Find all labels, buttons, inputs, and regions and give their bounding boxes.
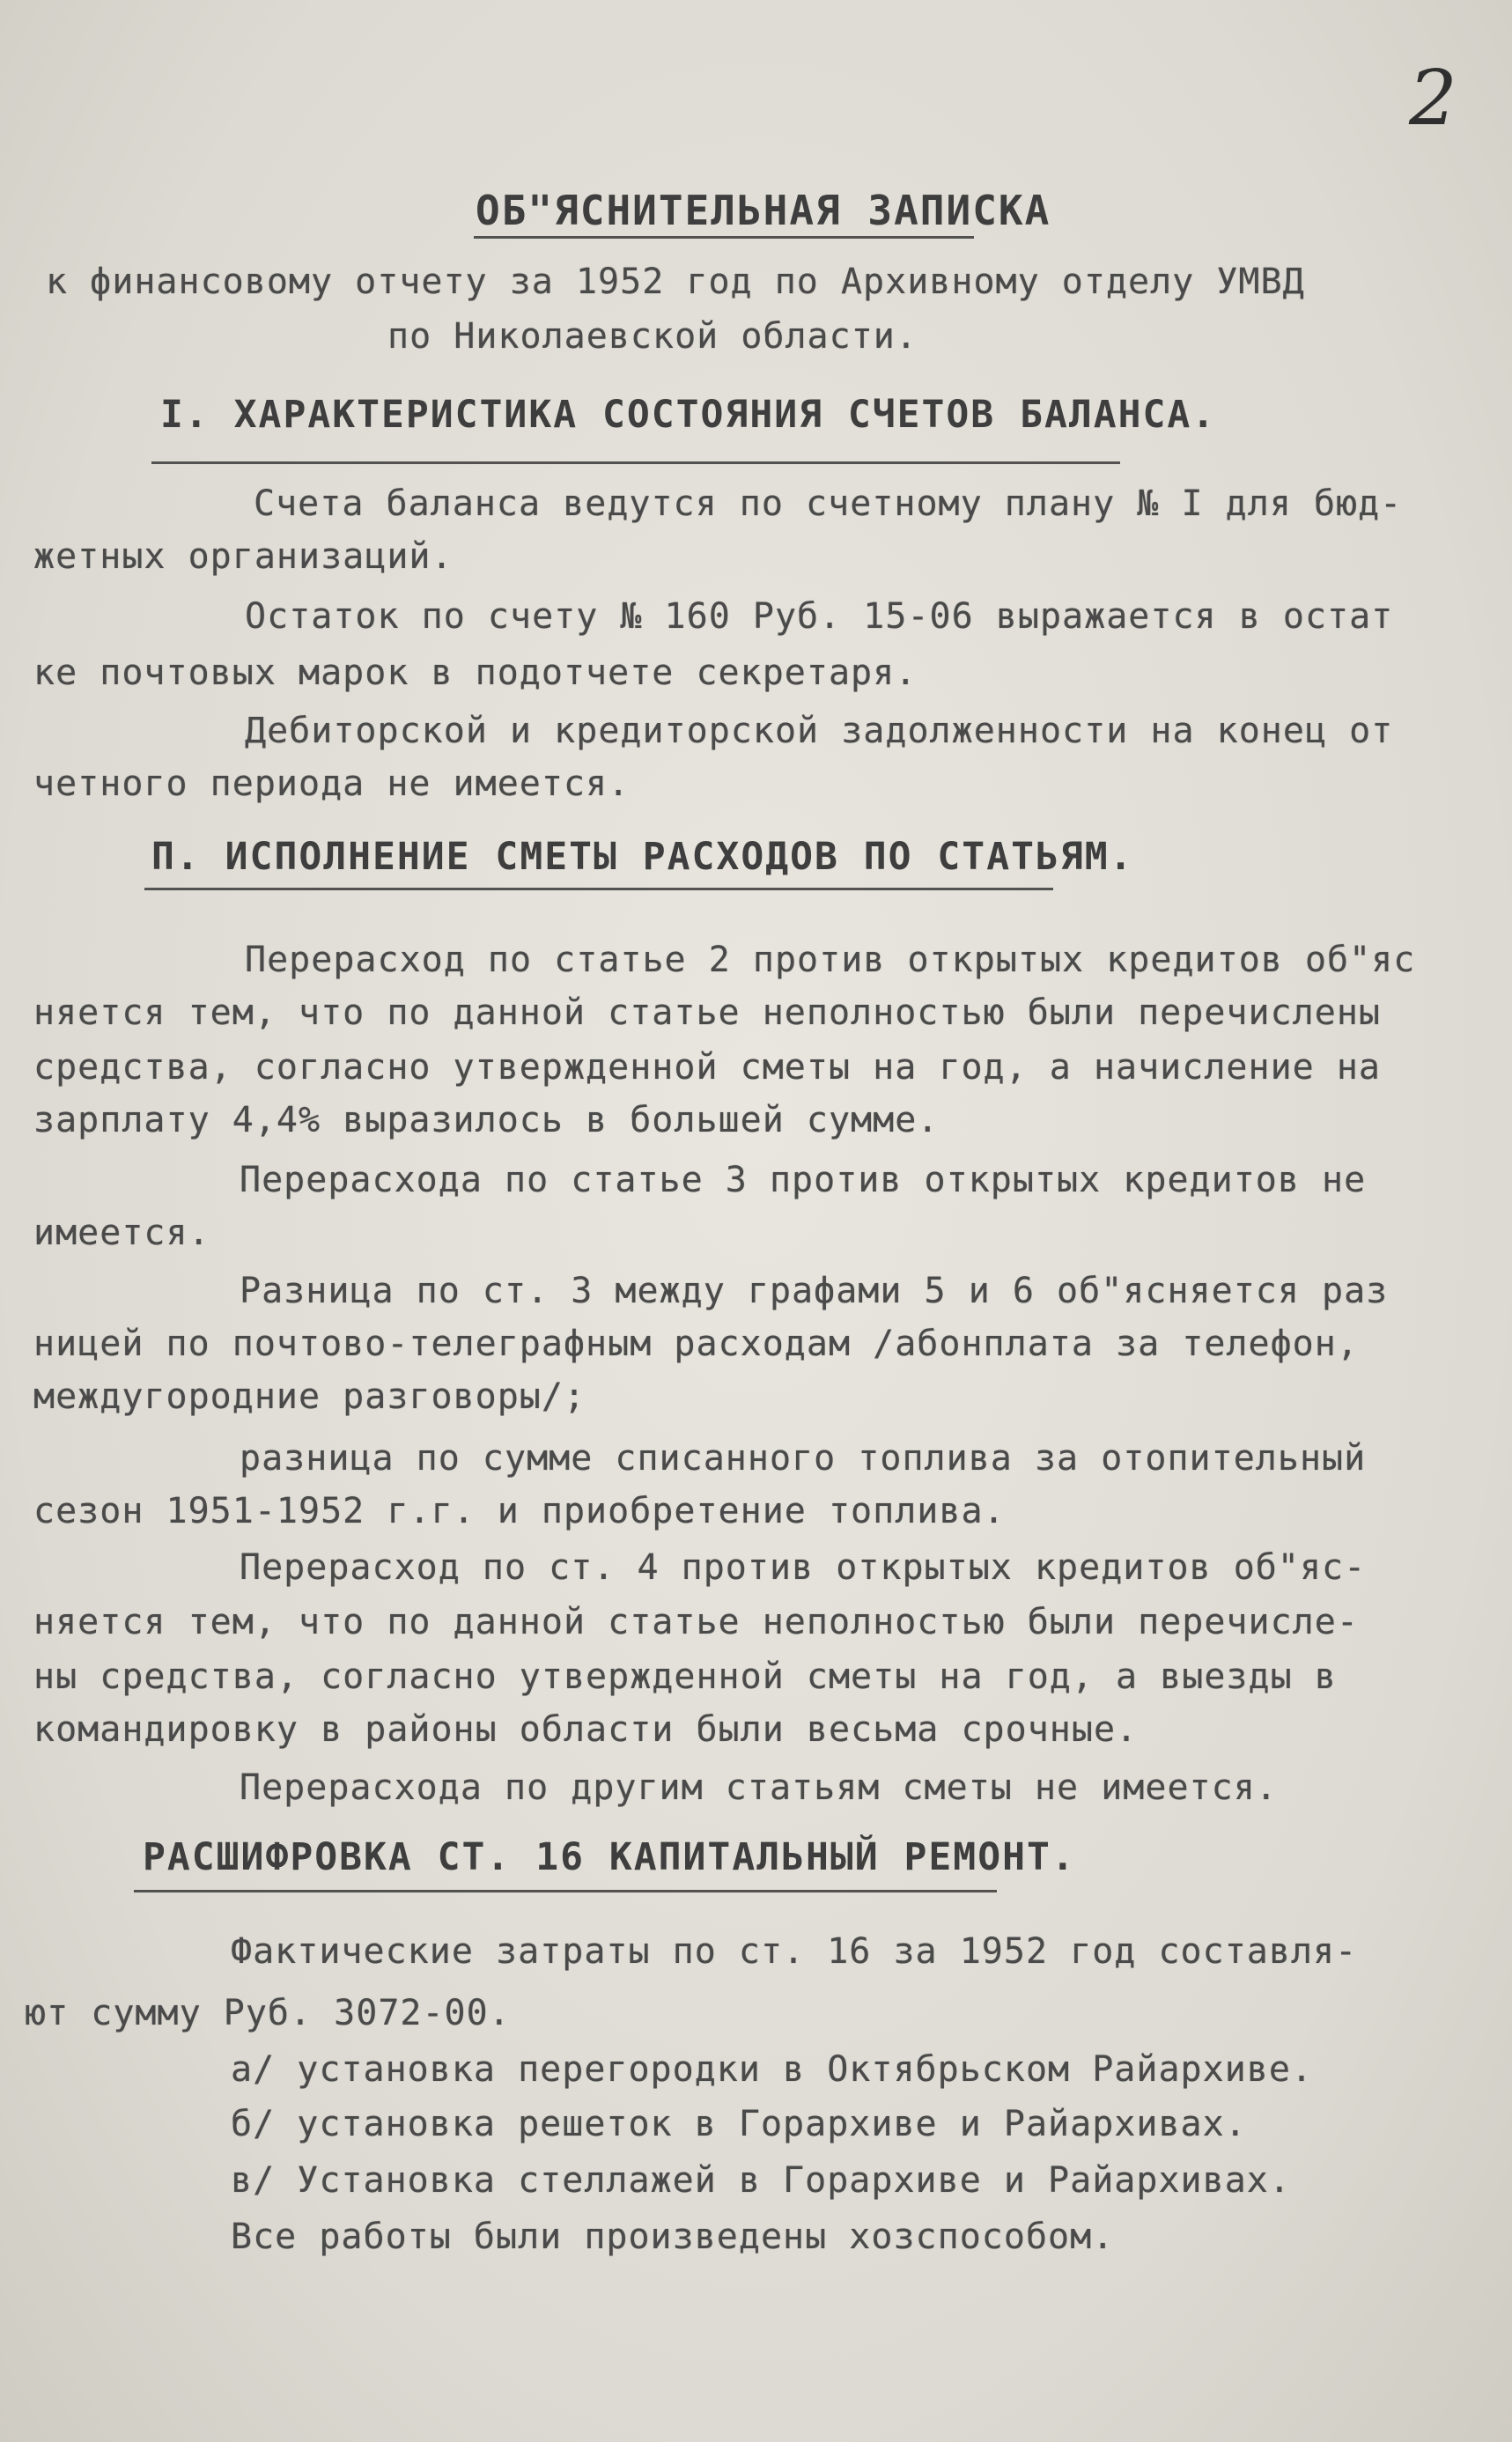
section-1-line-4: ке почтовых марок в подотчете секретаря.	[33, 653, 918, 693]
section-2-line-16: Перерасхода по другим статьям сметы не имеется.	[240, 1767, 1278, 1808]
section-3-line-2: ют сумму Руб. 3072-00.	[25, 1993, 511, 2033]
title-underline	[474, 236, 974, 239]
subtitle-line-1: к финансовому отчету за 1952 год по Архивному отделу УМВД	[46, 262, 1305, 302]
section-2-line-7: Разница по ст. 3 между графами 5 и 6 об"ясняется раз	[240, 1271, 1389, 1311]
section-2-line-3: средства, согласно утвержденной сметы на год, а начисление на	[33, 1047, 1382, 1088]
section-2-line-14: ны средства, согласно утвержденной сметы на год, а выезды в	[33, 1656, 1337, 1697]
section-2-line-4: зарплату 4,4% выразилось в большей сумме.	[33, 1100, 940, 1140]
section-2-line-9: междугородние разговоры/;	[33, 1376, 586, 1417]
section-2-heading: П. ИСПОЛНЕНИЕ СМЕТЫ РАСХОДОВ ПО СТАТЬЯМ.	[151, 835, 1134, 879]
section-2-line-8: ницей по почтово-телеграфным расходам /абонплата за телефон,	[33, 1324, 1359, 1364]
section-3-underline	[134, 1890, 997, 1892]
section-1-line-5: Дебиторской и кредиторской задолженности на конец от	[245, 711, 1394, 751]
section-1-line-6: четного периода не имеется.	[33, 764, 631, 804]
section-2-line-11: сезон 1951-1952 г.г. и приобретение топлива.	[33, 1491, 1006, 1531]
section-2-underline	[144, 888, 1053, 890]
section-2-line-5: Перерасхода по статье 3 против открытых кредитов не	[240, 1160, 1367, 1200]
section-1-line-2: жетных организаций.	[33, 536, 454, 577]
page-number: 2	[1409, 55, 1457, 143]
section-3-line-1: Фактические затраты по ст. 16 за 1952 год составля-	[231, 1931, 1358, 1972]
section-2-line-6: имеется.	[33, 1213, 210, 1253]
section-3-line-4: б/ установка решеток в Горархиве и Райархивах.	[231, 2104, 1247, 2144]
section-1-underline	[151, 461, 1120, 464]
section-3-line-5: в/ Установка стеллажей в Горархиве и Райархивах.	[231, 2160, 1291, 2201]
section-1-heading: I. ХАРАКТЕРИСТИКА СОСТОЯНИЯ СЧЕТОВ БАЛАНСА.	[160, 393, 1217, 437]
section-2-line-2: няется тем, что по данной статье неполностью были перечислены	[33, 992, 1382, 1033]
section-1-line-1: Счета баланса ведутся по счетному плану № I для бюд-	[254, 483, 1403, 524]
section-3-heading: РАСШИФРОВКА СТ. 16 КАПИТАЛЬНЫЙ РЕМОНТ.	[143, 1835, 1076, 1879]
document-title: ОБ"ЯСНИТЕЛЬНАЯ ЗАПИСКА	[476, 187, 1051, 234]
section-2-line-10: разница по сумме списанного топлива за отопительный	[240, 1438, 1367, 1479]
section-2-line-13: няется тем, что по данной статье неполностью были перечисле-	[33, 1602, 1359, 1642]
subtitle-line-2: по Николаевской области.	[387, 316, 918, 357]
section-3-line-3: а/ установка перегородки в Октябрьском Райархиве.	[231, 2049, 1314, 2090]
section-3-line-6: Все работы были произведены хозспособом.	[231, 2217, 1115, 2257]
section-2-line-15: командировку в районы области были весьма срочные.	[33, 1709, 1139, 1750]
section-2-line-1: Перерасход по статье 2 против открытых кредитов об"яс	[245, 940, 1416, 980]
section-2-line-12: Перерасход по ст. 4 против открытых кредитов об"яс-	[240, 1547, 1367, 1588]
section-1-line-3: Остаток по счету № 160 Руб. 15-06 выражается в остат	[245, 596, 1394, 637]
